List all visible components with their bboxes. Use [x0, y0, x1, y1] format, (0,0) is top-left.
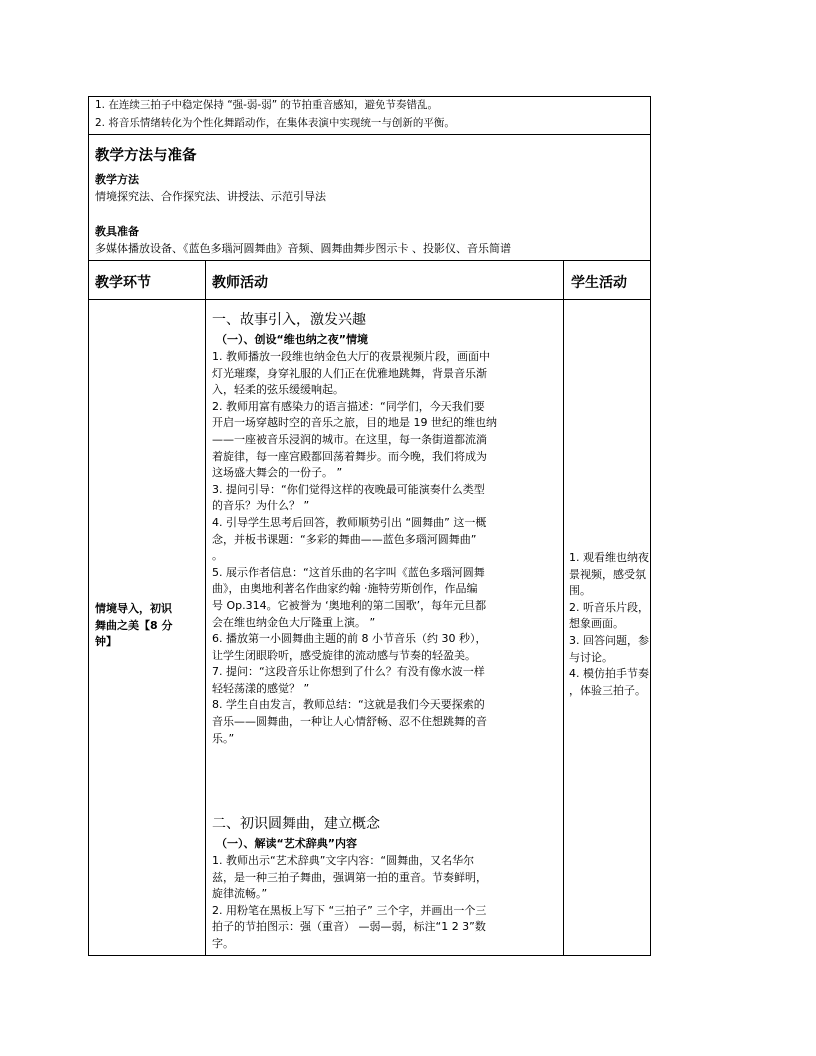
row-divider — [89, 134, 650, 135]
text-line: 轻轻荡漾的感觉？ ” — [212, 681, 310, 695]
teaching-tools-label: 教具准备 — [95, 225, 139, 238]
text-line: 围。 — [569, 584, 591, 598]
text-line: 旋律流畅。” — [212, 887, 268, 901]
text-line: ——一座被音乐浸润的城市。在这里，每一条街道都流淌 — [212, 432, 487, 446]
teaching-method-label: 教学方法 — [95, 173, 139, 186]
goal-line-2: 2. 将音乐情绪转化为个性化舞蹈动作，在集体表演中实现统一与创新的平衡。 — [95, 117, 455, 129]
text-line: 4. 模仿拍手节奏 — [569, 667, 649, 681]
teaching-tools-text: 多媒体播放设备、《蓝色多瑙河圆舞曲》音频、圆舞曲舞步图示卡 、投影仪、音乐简谱 — [95, 242, 511, 255]
column-divider — [205, 260, 206, 956]
text-line: 乐。” — [212, 731, 235, 745]
row-divider — [89, 260, 650, 261]
text-line: 入，轻柔的弦乐缓缓响起。 — [212, 383, 344, 397]
text-line: 着旋律，每一座宫殿都回荡着舞步。而今晚，我们将成为 — [212, 449, 487, 463]
text-line: 曲》，由奥地利著名作曲家约翰 ·施特劳斯创作，作品编 — [212, 582, 478, 596]
text-line: 景视频，感受氛 — [569, 567, 646, 581]
part1-title: 一、故事引入，激发兴趣 — [212, 312, 366, 328]
text-line: 3. 提问引导：“你们觉得这样的夜晚最可能演奏什么类型 — [212, 482, 485, 496]
text-line: 3. 回答问题，参 — [569, 633, 649, 647]
text-line: 1. 教师播放一段维也纳金色大厅的夜景视频片段，画面中 — [212, 350, 490, 363]
methods-section-title: 教学方法与准备 — [95, 148, 197, 164]
text-line: 7. 提问：“这段音乐让你想到了什么？有没有像水波一样 — [212, 665, 485, 679]
text-line: 5. 展示作者信息：“这首乐曲的名字叫《蓝色多瑙河圆舞 — [212, 565, 485, 579]
text-line: 的音乐？为什么？ ” — [212, 499, 310, 513]
stage-cell — [95, 601, 172, 651]
column-divider — [563, 260, 564, 956]
part1-body — [212, 349, 497, 747]
text-line: ，体验三拍子。 — [569, 683, 646, 697]
teaching-method-text: 情境探究法、合作探究法、讲授法、示范引导法 — [95, 190, 326, 203]
stage-line: 情境导入，初识 — [95, 602, 172, 615]
text-line: 与讨论。 — [569, 650, 613, 664]
text-line: 6. 播放第一小圆舞曲主题的前 8 小节音乐（约 30 秒）， — [212, 632, 487, 646]
text-line: 2. 听音乐片段， — [569, 600, 649, 614]
stage-line: 钟】 — [95, 635, 117, 649]
header-teacher-activity: 教师活动 — [212, 275, 268, 291]
text-line: 1. 教师出示“艺术辞典”文字内容：“圆舞曲，又名华尔 — [212, 854, 475, 867]
text-line: 兹，是一种三拍子舞曲，强调第一拍的重音。节奏鲜明， — [212, 870, 487, 884]
text-line: 号 Op.314。它被誉为 ‘奥地利的第二国歌’，每年元旦都 — [212, 598, 487, 612]
stage-line: 舞曲之美【8 分 — [95, 618, 173, 632]
text-line: 8. 学生自由发言，教师总结：“这就是我们今天要探索的 — [212, 698, 485, 712]
text-line: 音乐——圆舞曲，一种让人心情舒畅、忍不住想跳舞的音 — [212, 715, 487, 729]
text-line: 字。 — [212, 936, 234, 950]
text-line: 拍子的节拍图示：强（重音） —弱—弱，标注“1 2 3”数 — [212, 920, 486, 934]
part1-subtitle: （一）、创设“维也纳之夜”情境 — [216, 333, 368, 346]
text-line: 想象画面。 — [569, 617, 624, 631]
text-line: 2. 教师用富有感染力的语言描述：“同学们，今天我们要 — [212, 399, 485, 413]
text-line: 4. 引导学生思考后回答，教师顺势引出 “圆舞曲” 这一概 — [212, 515, 487, 529]
text-line: 。 — [212, 549, 223, 563]
student-activity-cell — [569, 550, 649, 699]
header-student-activity: 学生活动 — [571, 275, 627, 291]
text-line: 灯光璀璨，身穿礼服的人们正在优雅地跳舞，背景音乐渐 — [212, 366, 487, 380]
part2-body — [212, 853, 487, 953]
goal-line-1: 1. 在连续三拍子中稳定保持 “强-弱-弱” 的节拍重音感知，避免节奏错乱。 — [95, 99, 438, 111]
text-line: 1. 观看维也纳夜 — [569, 551, 649, 564]
text-line: 这场盛大舞会的一份子。 ” — [212, 466, 343, 480]
text-line: 念，并板书课题：“多彩的舞曲——蓝色多瑙河圆舞曲” — [212, 532, 477, 546]
part2-title: 二、初识圆舞曲，建立概念 — [212, 816, 380, 832]
part2-subtitle: （一）、解读“艺术辞典”内容 — [216, 837, 357, 850]
header-stage: 教学环节 — [95, 275, 151, 291]
text-line: 2. 用粉笔在黑板上写下 “三拍子” 三个字，并画出一个三 — [212, 903, 487, 917]
text-line: 让学生闭眼聆听，感受旋律的流动感与节奏的轻盈美。 — [212, 648, 476, 662]
row-divider — [89, 299, 650, 300]
text-line: 会在维也纳金色大厅隆重上演。 ” — [212, 615, 376, 629]
text-line: 开启一场穿越时空的音乐之旅，目的地是 19 世纪的维也纳 — [212, 416, 497, 430]
